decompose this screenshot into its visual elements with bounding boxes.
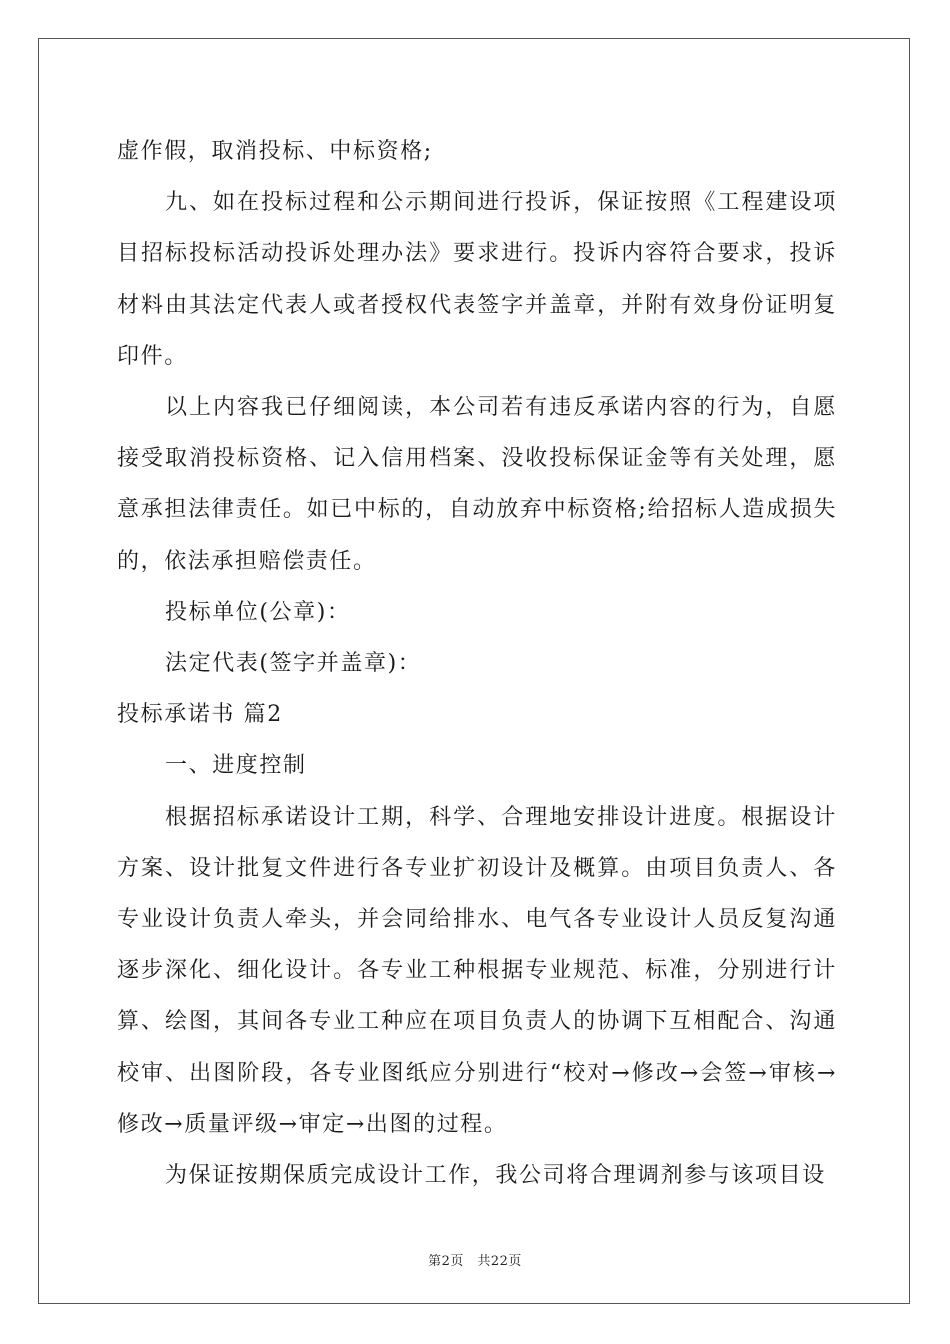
section-heading: 投标承诺书 篇2 — [117, 702, 283, 728]
paragraph-2: 九、如在投标过程和公示期间进行投诉，保证按照《工程建设项目招标投标活动投诉处理办法》要求进行。投诉内容符合要求，投诉材料由其法定代表人或者授权代表签字并盖章，并附有效身份证明复印件。 — [117, 190, 837, 369]
subsection-heading: 一、进度控制 — [165, 753, 307, 779]
page-footer — [0, 1250, 950, 1269]
paragraph-continued: 为保证按期保质完成设计工作，我公司将合理调剂参与该项目设 — [165, 1163, 826, 1189]
paragraph-signature-rep: 法定代表(签字并盖章)： — [165, 651, 422, 677]
paragraph-3: 以上内容我已仔细阅读，本公司若有违反承诺内容的行为，自愿接受取消投标资格、记入信用档案、没收投标保证金等有关处理，愿意承担法律责任。如已中标的，自动放弃中标资格;给招标人造成损失的，依法承担赔偿责任。 — [117, 395, 837, 574]
paragraph-signature-unit: 投标单位(公章)： — [165, 599, 351, 625]
paragraph-progress: 根据招标承诺设计工期，科学、合理地安排设计进度。根据设计方案、设计批复文件进行各专业扩初设计及概算。由项目负责人、各专业设计负责人牵头，并会同给排水、电气各专业设计人员反复沟通逐步深化、细化设计。各专业工种根据专业规范、标准，分别进行计算、绘图，其间各专业工种应在项目负责人的协调下互相配合、沟通校审、出图阶段，各专业图纸应分别进行“校对→修改→会签→审核→修改→质量评级→审定→出图的过程。 — [117, 804, 837, 1137]
document-body — [117, 126, 837, 1201]
page-number: 第2页 共22页 — [428, 1254, 522, 1269]
paragraph-1: 虚作假，取消投标、中标资格; — [117, 139, 433, 164]
